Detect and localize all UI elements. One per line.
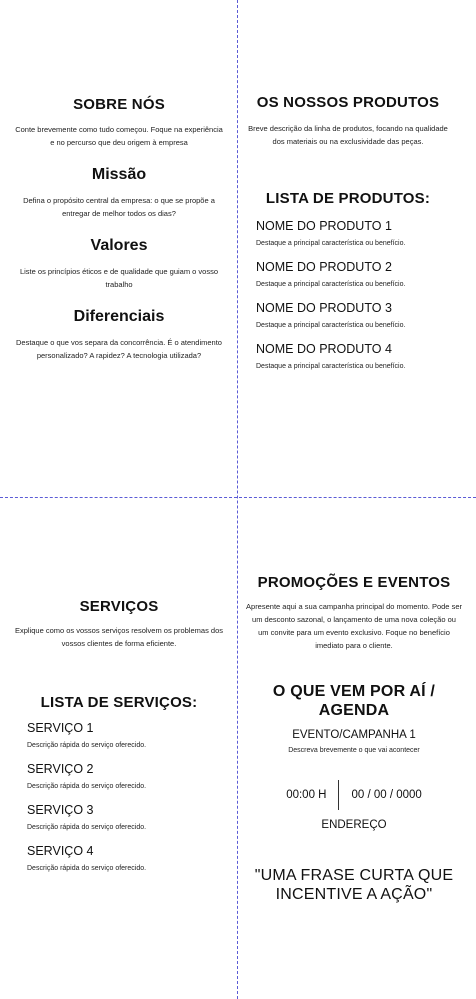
event-date: 00 / 00 / 0000 — [351, 789, 422, 801]
service-name: SERVIÇO 1 — [27, 721, 94, 735]
product-desc: Destaque a principal característica ou benefício. — [256, 281, 406, 288]
call-to-action: "UMA FRASE CURTA QUE INCENTIVE A AÇÃO" — [254, 867, 454, 903]
about-title: SOBRE NÓS — [73, 96, 165, 113]
differentials-text: Destaque o que vos separa da concorrência. É o atendimento personalizado? A rapidez? A tecnologia utilizada? — [16, 338, 222, 360]
horizontal-fold-line — [0, 497, 476, 498]
services-title: SERVIÇOS — [79, 598, 159, 615]
mission-title: Missão — [91, 166, 147, 183]
promotions-text: Apresente aqui a sua campanha principal do momento. Pode ser um desconto sazonal, o lançamento de uma nova coleção ou um convite para um evento exclusivo. Foque no benefício imediato para o cliente. — [246, 602, 462, 650]
list-item — [256, 259, 450, 290]
services-list — [14, 720, 224, 874]
product-name: NOME DO PRODUTO 3 — [256, 301, 392, 315]
list-item — [27, 843, 224, 874]
products-list-title: LISTA DE PRODUTOS: — [265, 190, 431, 207]
products-text: Breve descrição da linha de produtos, focando na qualidade dos materiais ou na exclusividade das peças. — [248, 124, 448, 146]
list-item — [27, 720, 224, 751]
values-text: Liste os princípios éticos e de qualidade que guiam o vosso trabalho — [19, 267, 219, 289]
services-list-title: LISTA DE SERVIÇOS: — [40, 694, 198, 711]
service-desc: Descrição rápida do serviço oferecido. — [27, 783, 147, 790]
products-list — [246, 218, 450, 372]
service-desc: Descrição rápida do serviço oferecido. — [27, 824, 147, 831]
about-text: Conte brevemente como tudo começou. Foque na experiência e no percurso que deu origem à empresa — [15, 125, 223, 147]
product-name: NOME DO PRODUTO 2 — [256, 260, 392, 274]
products-title: OS NOSSOS PRODUTOS — [256, 94, 440, 111]
service-desc: Descrição rápida do serviço oferecido. — [27, 742, 147, 749]
service-name: SERVIÇO 3 — [27, 803, 94, 817]
services-text: Explique como os vossos serviços resolvem os problemas dos vossos clientes de forma eficiente. — [14, 626, 223, 648]
service-desc: Descrição rápida do serviço oferecido. — [27, 865, 147, 872]
product-desc: Destaque a principal característica ou benefício. — [256, 363, 406, 370]
agenda-title: O QUE VEM POR AÍ / AGENDA — [272, 683, 436, 719]
product-desc: Destaque a principal característica ou benefício. — [256, 240, 406, 247]
differentials-title: Diferenciais — [73, 308, 165, 325]
mission-text: Defina o propósito central da empresa: o que se propõe a entregar de melhor todos os dias? — [23, 196, 215, 218]
values-title: Valores — [90, 237, 148, 254]
list-item — [256, 300, 450, 331]
vertical-fold-line — [237, 0, 238, 999]
event-time: 00:00 H — [286, 789, 327, 801]
list-item — [27, 802, 224, 833]
service-name: SERVIÇO 4 — [27, 844, 94, 858]
about-panel — [14, 96, 224, 362]
list-item — [27, 761, 224, 792]
services-panel — [14, 598, 224, 884]
event-address: ENDEREÇO — [321, 819, 387, 831]
event-desc: Descreva brevemente o que vai acontecer — [288, 747, 420, 754]
promotions-title: PROMOÇÕES E EVENTOS — [257, 574, 451, 591]
promotions-panel — [246, 574, 462, 904]
product-name: NOME DO PRODUTO 1 — [256, 219, 392, 233]
product-name: NOME DO PRODUTO 4 — [256, 342, 392, 356]
service-name: SERVIÇO 2 — [27, 762, 94, 776]
event-datetime — [246, 780, 462, 810]
event-name: EVENTO/CAMPANHA 1 — [292, 729, 416, 741]
list-item — [256, 218, 450, 249]
products-panel — [246, 94, 450, 382]
list-item — [256, 341, 450, 372]
product-desc: Destaque a principal característica ou benefício. — [256, 322, 406, 329]
